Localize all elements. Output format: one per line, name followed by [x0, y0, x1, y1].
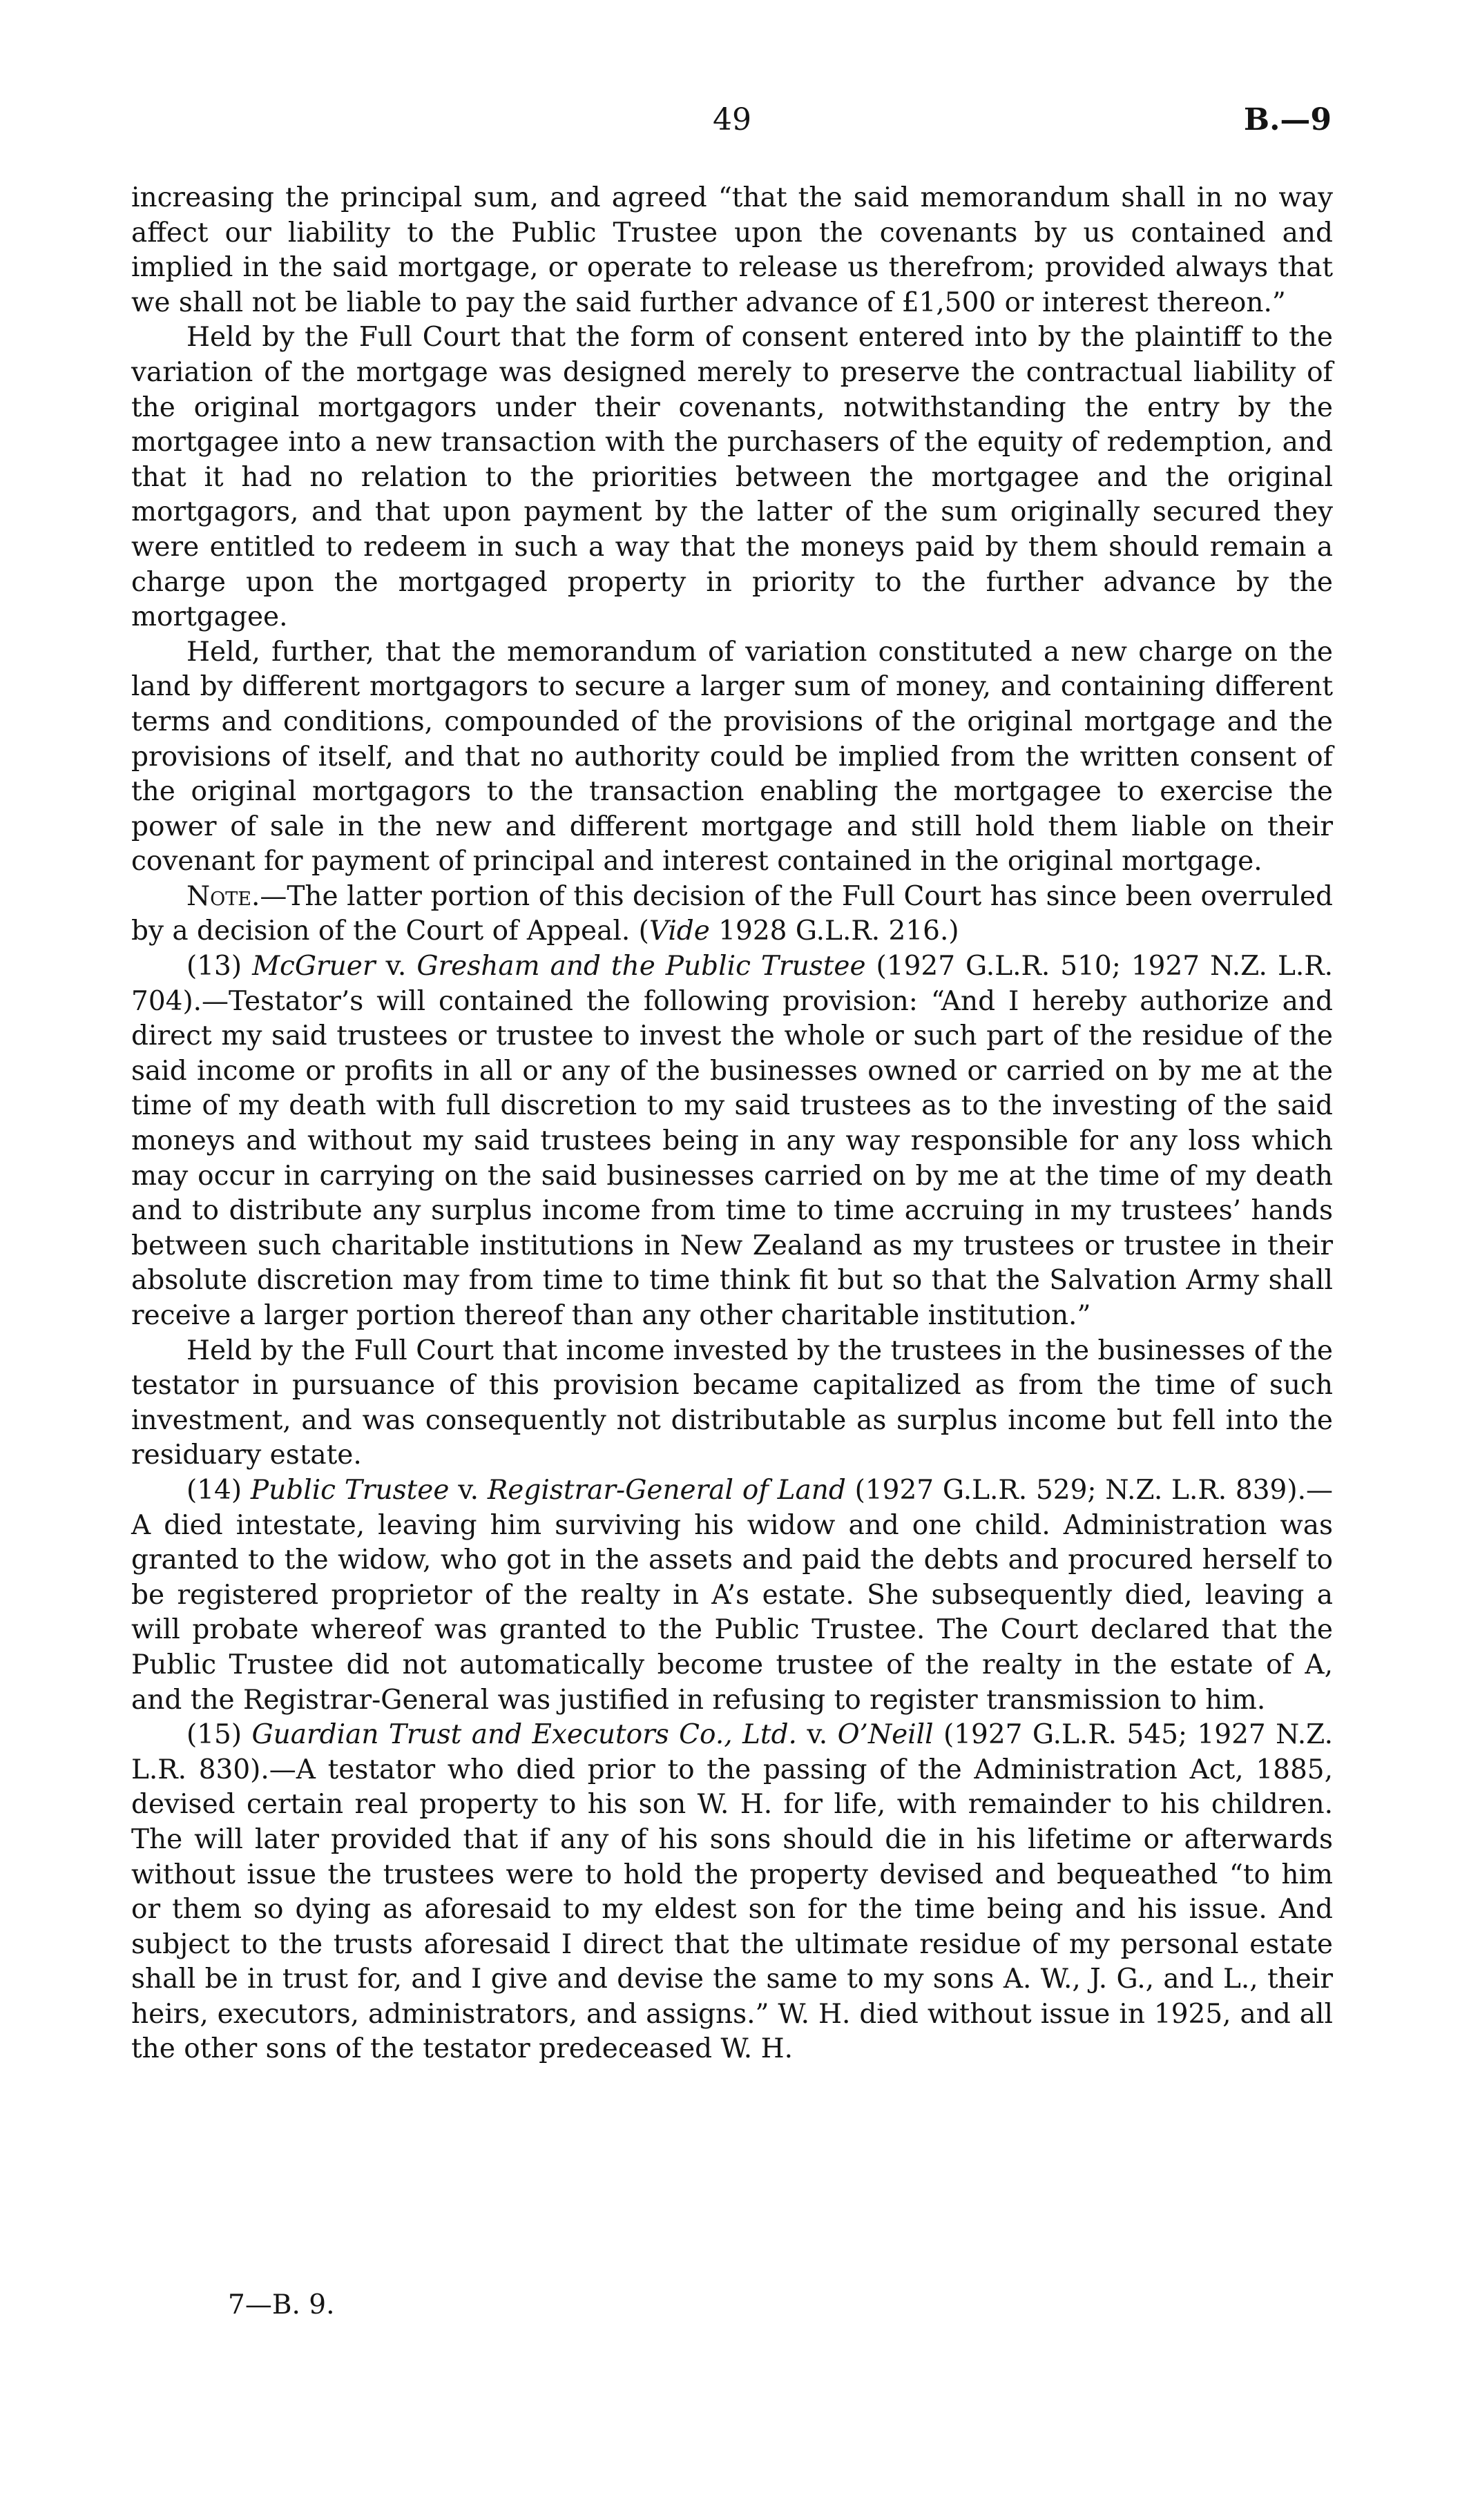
case-versus: v.: [449, 1474, 488, 1506]
paragraph-held-full-court: Held by the Full Court that the form of consent entered into by the plaintiff to the variation of the mortgage was designed merely to preserve the contractual liability of the original mortgagors under their covenants, notwithstanding the entry by the mortgagee into a new transaction with the purchasers of the equity of redemption, and that it had no relation to the priorities between the mortgagee and the original mortgagors, and that upon payment by the latter of the sum originally secured they were entitled to redeem in such a way that the moneys paid by them should remain a charge upon the mortgaged property in priority to the further advance by the mortgagee.: [131, 322, 1333, 633]
case-text: (1927 G.L.R. 529; N.Z. L.R. 839).—A died intestate, leaving him surviving his widow and one child. Administration was granted to the widow, who got in the assets and paid the debts and procured herself to be registered proprietor of the realty in A’s estate. She subsequently died, leaving a will probate whereof was granted to the Public Trustee. The Court declared that the Public Trustee did not automatically become trustee of the realty in the estate of A, and the Registrar-General was justified in refusing to register transmission to him.: [131, 1474, 1333, 1716]
note-label: Note.: [186, 880, 260, 912]
note-citation: 1928 G.L.R. 216.): [709, 915, 959, 947]
paragraph-continuation: increasing the principal sum, and agreed “that the said memorandum shall in no way affect our liability to the Public Trustee upon the covenants by us contained and implied in the said mortgage, or operate to release us therefrom; provided always that we shall not be liable to pay the said further advance of £1,500 or interest thereon.”: [131, 182, 1333, 318]
document-reference: B.—9: [1243, 102, 1332, 137]
case-party-1: McGruer: [252, 951, 376, 982]
case-party-2: Gresham and the Public Trustee: [416, 951, 866, 982]
case-number: (15): [186, 1719, 252, 1751]
footer-signature-mark: 7—B. 9.: [228, 2289, 335, 2320]
case-text: (1927 G.L.R. 510; 1927 N.Z. L.R. 704).—Testator’s will contained the following provision: “And I hereby authorize and direct my said trustees or trustee to invest the whole or such part of the residue of the said income or profits in all or any of the businesses owned or carried on by me at the time of my death with full discretion to my said trustees as to the investing of the said moneys and without my said trustees being in any way responsible for any loss which may occur in carrying on the said businesses carried on by me at the time of my death and to distribute any surplus income from time to time accruing in my trustees’ hands between such charitable institutions in New Zealand as my trustees or trustee in their absolute discretion may from time to time think fit but so that the Salvation Army shall receive a larger portion thereof than any other charitable institution.”: [131, 951, 1333, 1331]
case-versus: v.: [375, 951, 417, 982]
case-15: [131, 1718, 1333, 2067]
paragraph-held-further: Held, further, that the memorandum of variation constituted a new charge on the land by different mortgagors to secure a larger sum of money, and containing different terms and conditions, compounded of the provisions of the original mortgage and the provisions of itself, and that no authority could be implied from the written consent of the original mortgagors to the transaction enabling the mortgagee to exercise the power of sale in the new and different mortgage and still hold them liable on their covenant for payment of principal and interest contained in the original mortgage.: [131, 636, 1333, 878]
case-party-1: Guardian Trust and Executors Co., Ltd.: [251, 1719, 797, 1751]
page-number: 49: [713, 102, 751, 137]
case-versus: v.: [796, 1719, 838, 1751]
case-party-2: O’Neill: [837, 1719, 934, 1751]
case-text: (1927 G.L.R. 545; 1927 N.Z. L.R. 830).—A testator who died prior to the passing of the Administration Act, 1885, devised certain real property to his son W. H. for life, with remainder to his children. The will later provided that if any of his sons should die in his lifetime or afterwards without issue the trustees were to hold the property devised and bequeathed “to him or them so dying as aforesaid to my eldest son for the time being and his issue. And subject to the trusts aforesaid I direct that the ultimate residue of my personal estate shall be in trust for, and I give and devise the same to my sons A. W., J. G., and L., their heirs, executors, administrators, and assigns.” W. H. died without issue in 1925, and all the other sons of the testator predeceased W. H.: [131, 1719, 1333, 2065]
case-13: [131, 949, 1333, 1334]
case-party-2: Registrar-General of Land: [487, 1474, 846, 1506]
case-number: (13): [186, 951, 253, 982]
note-vide: Vide: [649, 915, 710, 947]
case-party-1: Public Trustee: [250, 1474, 450, 1506]
case-14: [131, 1473, 1333, 1718]
note-text: —The latter portion of this decision of the Full Court has since been overruled by a decision of the Court of Appeal. (: [131, 880, 1333, 947]
paragraph-note: [131, 880, 1333, 949]
paragraph-held-income: Held by the Full Court that income invested by the trustees in the businesses of the testator in pursuance of this provision became capitalized as from the time of such investment, and was consequently not distributable as surplus income but fell into the residuary estate.: [131, 1335, 1333, 1471]
case-number: (14): [186, 1474, 251, 1506]
body-text: [131, 181, 1333, 2067]
